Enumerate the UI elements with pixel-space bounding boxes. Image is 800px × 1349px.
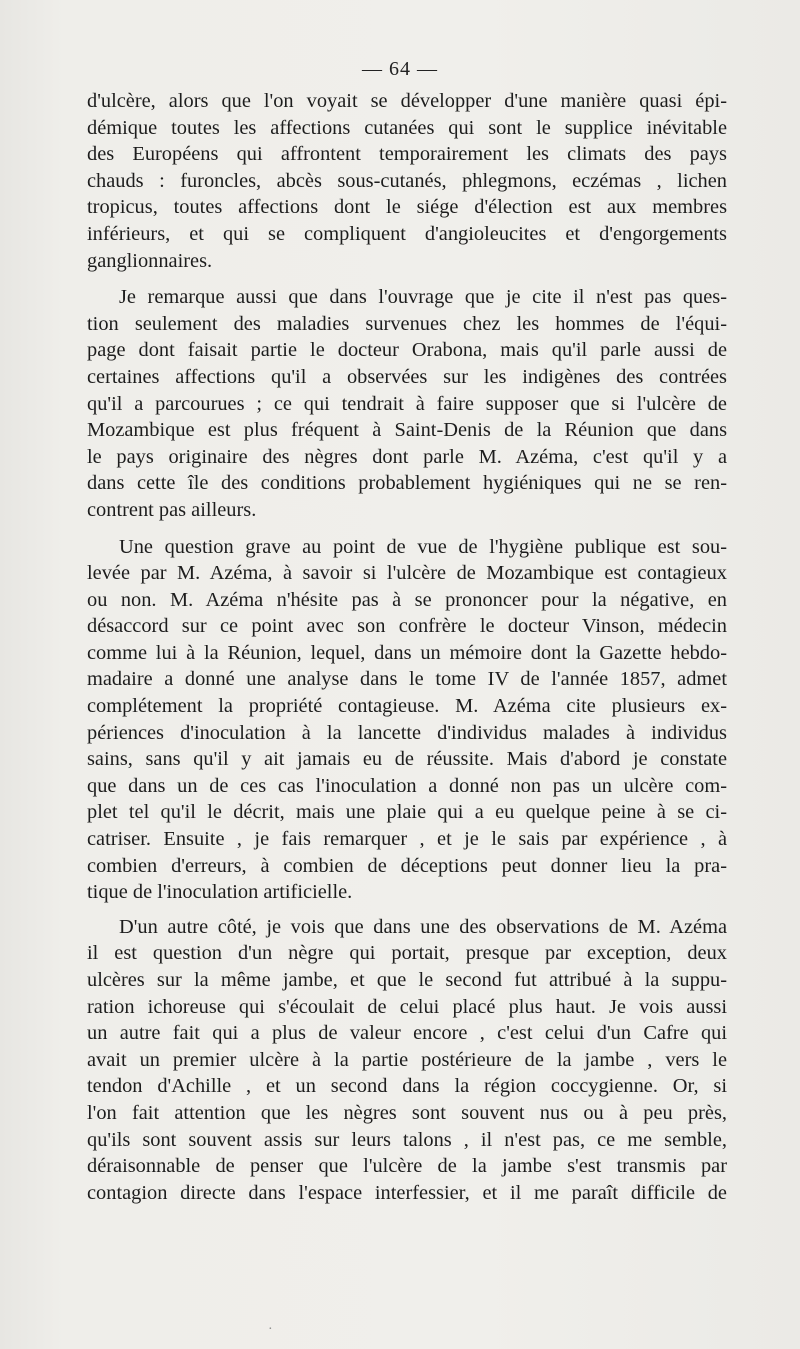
text-line: qu'ils sont souvent assis sur leurs talons , il n'est pas, ce me semble, [87,1128,727,1151]
text-line: d'ulcère, alors que l'on voyait se développer d'une manière quasi épi- [87,90,727,112]
text-line: Mozambique est plus fréquent à Saint-Denis de la Réunion que dans [87,419,727,442]
text-line: page dont faisait partie le docteur Orabona, mais qu'il parle aussi de [87,339,727,362]
text-line: qu'il a parcourues ; ce qui tendrait à faire supposer que si l'ulcère de [87,392,727,415]
text-line: D'un autre côté, je vois que dans une des observations de M. Azéma [119,915,727,938]
text-line: plet tel qu'il le décrit, mais une plaie qui a eu quelque peine à se ci- [87,801,727,824]
text-line: tendon d'Achille , et un second dans la région coccygienne. Or, si [87,1075,727,1098]
text-line: désaccord sur ce point avec son confrère le docteur Vinson, médecin [87,615,727,638]
paragraph-gap [87,906,727,914]
paragraph-gap [87,274,727,284]
text-line: ration ichoreuse qui s'écoulait de celui placé plus haut. Je vois aussi [87,995,727,1018]
text-line: inférieurs, et qui se compliquent d'angioleucites et d'engorgements [87,222,727,245]
paragraph-3 [87,534,727,906]
text-line: ganglionnaires. [87,249,213,272]
text-line: sains, sans qu'il y ait jamais eu de réussite. Mais d'abord je constate [87,748,727,771]
text-line: déraisonnable de penser que l'ulcère de la jambe s'est transmis par [87,1155,727,1178]
text-line: ou non. M. Azéma n'hésite pas à se prononcer pour la négative, en [87,588,727,611]
text-line: tropicus, toutes affections dont le siége d'élection est aux membres [87,196,727,219]
text-line: un autre fait qui a plus de valeur encore , c'est celui d'un Cafre qui [87,1022,727,1045]
text-line: certaines affections qu'il a observées sur les indigènes des contrées [87,365,727,388]
text-line: chauds : furoncles, abcès sous-cutanés, phlegmons, eczémas , lichen [87,169,727,192]
text-line: comme lui à la Réunion, lequel, dans un mémoire dont la Gazette hebdo- [87,641,727,664]
text-line: Je remarque aussi que dans l'ouvrage que je cite il n'est pas ques- [119,286,727,309]
text-line: madaire a donné une analyse dans le tome IV de l'année 1857, admet [87,668,727,691]
text-line: catriser. Ensuite , je fais remarquer , et je le sais par expérience , à [87,828,727,851]
text-line: ulcères sur la même jambe, et que le second fut attribué à la suppu- [87,969,727,991]
paragraph-2 [87,284,727,523]
paragraph-gap [87,524,727,534]
text-line: combien d'erreurs, à combien de déceptions peut donner lieu la pra- [87,854,727,877]
text-line: que dans un de ces cas l'inoculation a donné non pas un ulcère com- [87,774,727,797]
text-line: avait un premier ulcère à la partie postérieure de la jambe , vers le [87,1048,727,1071]
text-line: l'on fait attention que les nègres sont souvent nus ou à peu près, [87,1101,727,1124]
text-line: des Européens qui affrontent temporairement les climats des pays [87,143,727,166]
paragraph-4 [87,914,727,1207]
text-line: périences d'inoculation à la lancette d'individus malades à individus [87,721,727,744]
scan-speck: · [268,1322,273,1337]
text-line: Une question grave au point de vue de l'hygiène publique est sou- [119,535,727,558]
text-line: il est question d'un nègre qui portait, presque par exception, deux [87,942,727,965]
text-line: complétement la propriété contagieuse. M. Azéma cite plusieurs ex- [87,695,727,718]
body-text [87,88,727,1206]
text-line: contrent pas ailleurs. [87,498,257,521]
text-line: dans cette île des conditions probablement hygiéniques qui ne se ren- [87,472,727,495]
text-line: levée par M. Azéma, à savoir si l'ulcère de Mozambique est contagieux [87,562,727,585]
text-line: le pays originaire des nègres dont parle M. Azéma, c'est qu'il y a [87,445,727,468]
text-line: démique toutes les affections cutanées qui sont le supplice inévitable [87,116,727,139]
text-line: contagion directe dans l'espace interfessier, et il me paraît difficile de [87,1181,727,1204]
text-line: tique de l'inoculation artificielle. [87,881,353,904]
page-number: — 64 — [362,58,438,80]
paragraph-1 [87,88,727,274]
text-line: tion seulement des maladies survenues chez les hommes de l'équi- [87,312,727,335]
